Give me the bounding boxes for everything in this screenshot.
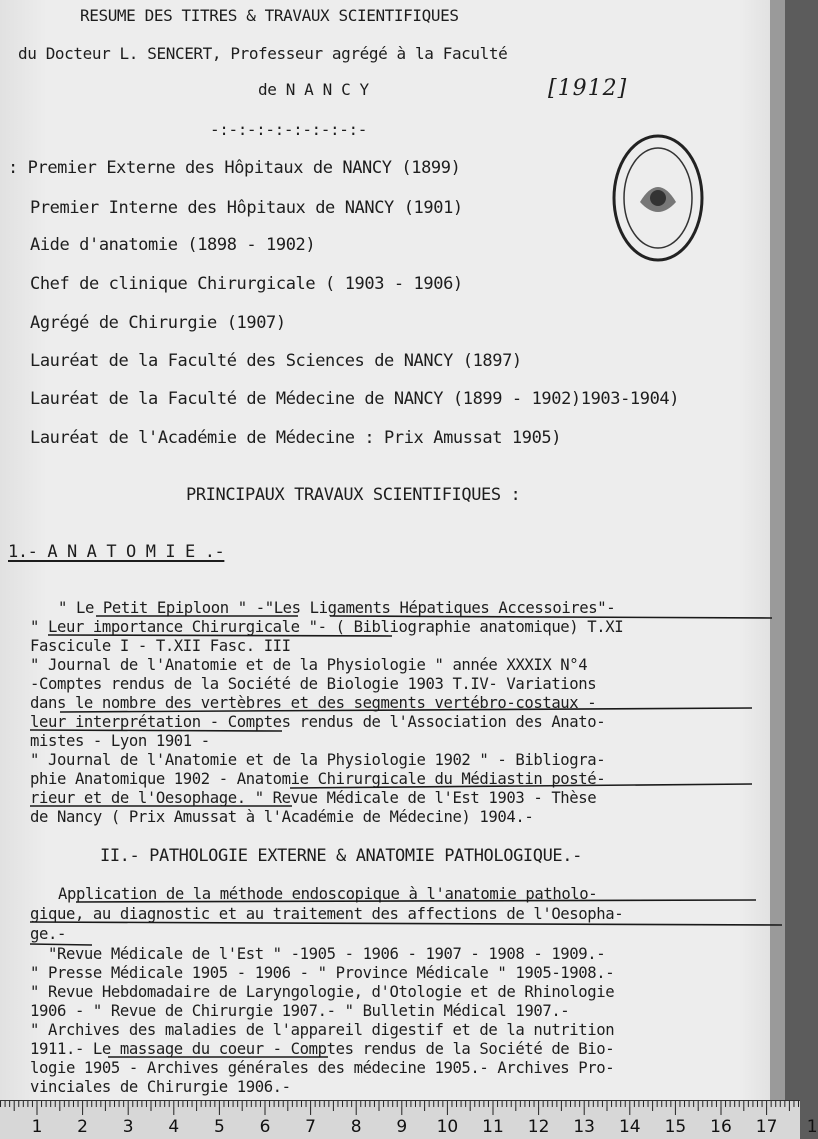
text-line: mistes - Lyon 1901 - — [30, 732, 210, 750]
text-line: Application de la méthode endoscopique à l'anatomie patholo- — [40, 885, 598, 903]
text-line: de Nancy ( Prix Amussat à l'Académie de Médecine) 1904.- — [30, 808, 534, 826]
underline-mark — [60, 708, 752, 712]
text-line: Fascicule I - T.XII Fasc. III — [30, 637, 291, 655]
text-line: 1911.- Le massage du coeur - Comptes rendus de la Société de Bio- — [30, 1040, 615, 1058]
ruler-number: 1 — [806, 1117, 818, 1137]
title-item: Lauréat de la Faculté des Sciences de NANCY (1897) — [30, 351, 522, 371]
text-line: " Le Petit Epiploon " -"Les Ligaments Hépatiques Accessoires"- — [40, 599, 616, 617]
underline-mark — [330, 616, 772, 618]
text-line: vinciales de Chirurgie 1906.- — [30, 1078, 291, 1096]
text-line: phie Anatomique 1902 - Anatomie Chirurgicale du Médiastin posté- — [30, 770, 606, 788]
text-line: -Comptes rendus de la Société de Biologie 1903 T.IV- Variations — [30, 675, 597, 693]
ruler-number: 14 — [618, 1117, 641, 1137]
works-heading: PRINCIPAUX TRAVAUX SCIENTIFIQUES : — [186, 485, 521, 505]
year-annotation: [1912] — [548, 76, 628, 101]
ruler-number: 5 — [213, 1117, 225, 1137]
ruler-number: 7 — [305, 1117, 317, 1137]
text-line: " Archives des maladies de l'appareil digestif et de la nutrition — [30, 1021, 615, 1039]
document-title: RESUME DES TITRES & TRAVAUX SCIENTIFIQUES — [80, 6, 459, 25]
ruler-number: 11 — [482, 1117, 504, 1137]
ruler-number: 17 — [755, 1117, 778, 1137]
ruler-number: 9 — [396, 1117, 408, 1137]
underline-mark — [30, 922, 782, 925]
text-line: rieur et de l'Oesophage. " Revue Médicale de l'Est 1903 - Thèse — [30, 789, 597, 807]
title-item: Chef de clinique Chirurgicale ( 1903 - 1906) — [30, 274, 463, 294]
section-heading-pathologie: II.- PATHOLOGIE EXTERNE & ANATOMIE PATHOLOGIQUE.- — [100, 846, 582, 866]
text-line: gique, au diagnostic et au traitement des affections de l'Oesopha- — [30, 905, 624, 923]
underline-mark — [30, 944, 92, 945]
text-line: " Journal de l'Anatomie et de la Physiologie 1902 " - Bibliogra- — [30, 751, 606, 769]
ruler-number: 10 — [436, 1117, 459, 1137]
text-line: logie 1905 - Archives générales des médecine 1905.- Archives Pro- — [30, 1059, 615, 1077]
title-item: : Premier Externe des Hôpitaux de NANCY (1899) — [8, 158, 461, 178]
document-subtitle: du Docteur L. SENCERT, Professeur agrégé à la Faculté — [18, 44, 508, 63]
underline-mark — [30, 730, 282, 731]
ruler-number: 2 — [77, 1117, 89, 1137]
ruler-number: 6 — [259, 1117, 271, 1137]
ruler-number: 3 — [122, 1117, 134, 1137]
ruler-number: 8 — [350, 1117, 362, 1137]
title-item: Aide d'anatomie (1898 - 1902) — [30, 235, 316, 255]
ruler-number: 1 — [31, 1117, 43, 1137]
measuring-ruler — [0, 1100, 818, 1139]
ruler-number: 16 — [710, 1117, 732, 1137]
underline-mark — [290, 784, 752, 788]
ruler-number: 15 — [664, 1117, 687, 1137]
text-line: " Leur importance Chirurgicale "- ( Bibliographie anatomique) T.XI — [30, 618, 624, 636]
section-heading-anatomie: 1.- A N A T O M I E .- — [8, 542, 225, 562]
title-item: Premier Interne des Hôpitaux de NANCY (1901) — [30, 198, 463, 218]
ruler-number: 4 — [168, 1117, 180, 1137]
title-item: Lauréat de l'Académie de Médecine : Prix Amussat 1905) — [30, 428, 562, 448]
underline-mark — [48, 635, 392, 636]
document-city: de N A N C Y — [258, 80, 369, 99]
text-line: dans le nombre des vertèbres et des segments vertébro-costaux - — [30, 694, 597, 712]
text-line: " Presse Médicale 1905 - 1906 - " Province Médicale " 1905-1908.- — [30, 964, 615, 982]
text-line: 1906 - " Revue de Chirurgie 1907.- " Bulletin Médical 1907.- — [30, 1002, 570, 1020]
underline-mark — [76, 900, 756, 902]
text-line: leur interprétation - Comptes rendus de l'Association des Anato- — [30, 713, 606, 731]
ruler-number: 12 — [527, 1117, 550, 1137]
header-divider: -:-:-:-:-:-:-:-:- — [210, 120, 367, 139]
text-line: "Revue Médicale de l'Est " -1905 - 1906 - 1907 - 1908 - 1909.- — [30, 945, 606, 963]
title-item: Lauréat de la Faculté de Médecine de NANCY (1899 - 1902)1903-1904) — [30, 389, 680, 409]
text-line: " Revue Hebdomadaire de Laryngologie, d'Otologie et de Rhinologie — [30, 983, 615, 1001]
text-line: ge.- — [30, 925, 66, 943]
title-item: Agrégé de Chirurgie (1907) — [30, 313, 286, 333]
ruler-number: 13 — [573, 1117, 596, 1137]
text-line: " Journal de l'Anatomie et de la Physiologie " année XXXIX N°4 — [30, 656, 588, 674]
